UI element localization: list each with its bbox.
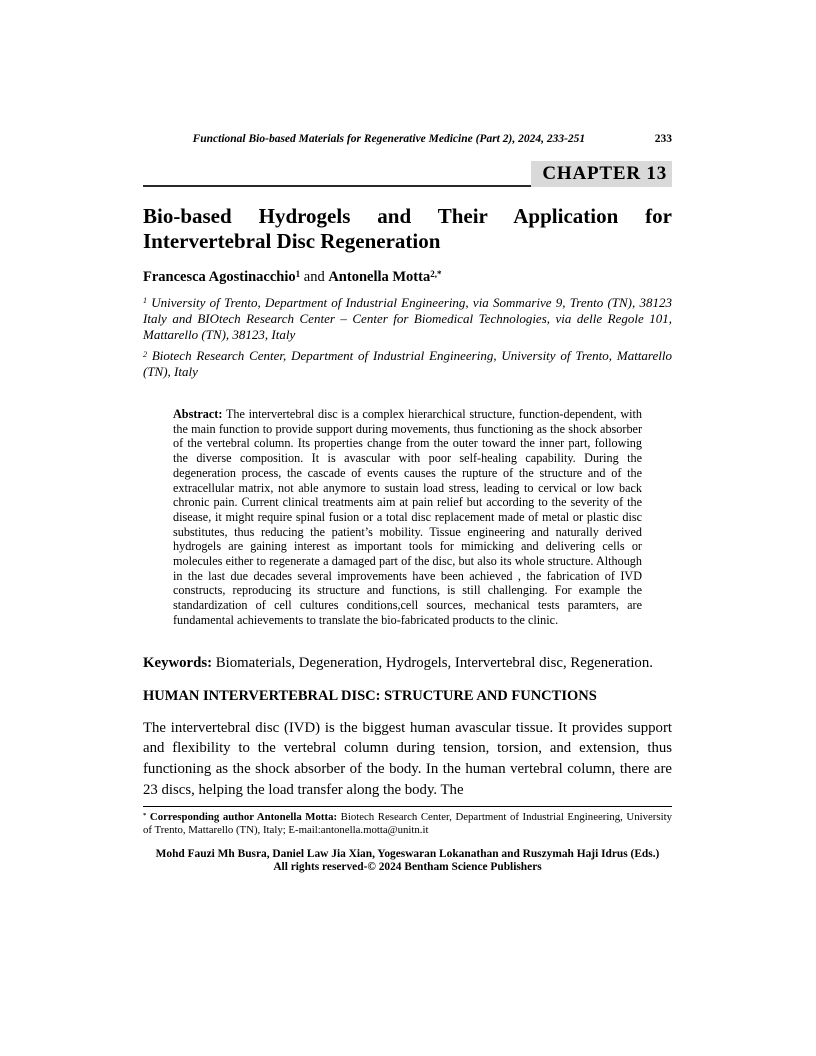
page-header	[143, 132, 672, 146]
chapter-rule	[143, 158, 672, 187]
running-title: Functional Bio-based Materials for Regenerative Medicine (Part 2), 2024, 233-251	[192, 133, 586, 145]
corresponding-author-footnote	[143, 811, 672, 836]
chapter-title: Bio-based Hydrogels and Their Application for Intervertebral Disc Regeneration	[143, 204, 672, 253]
editors-line: Mohd Fauzi Mh Busra, Daniel Law Jia Xian, Yogeswaran Lokanathan and Ruszymah Haji Idrus (Eds.)	[155, 848, 660, 861]
affiliation-1	[143, 295, 672, 342]
keywords-label: Keywords:	[143, 654, 213, 671]
author-1-affiliation-marker: 1	[295, 268, 301, 279]
footnote-label: Corresponding author Antonella Motta:	[149, 811, 338, 824]
affiliation-2-marker: 2	[143, 349, 148, 359]
footnote-text: Biotech Research Center, Department of Industrial Engineering, University of Trento, Mattarello (TN), Italy; E-mail:antonella.motta@unitn.it	[143, 811, 672, 836]
publisher-footer	[143, 848, 672, 874]
author-2: Antonella Motta	[328, 269, 431, 285]
section-heading: HUMAN INTERVERTEBRAL DISC: STRUCTURE AND FUNCTIONS	[143, 687, 597, 704]
authors-line	[143, 269, 672, 286]
authors-connector: and	[300, 269, 329, 285]
keywords-text: Biomaterials, Degeneration, Hydrogels, Intervertebral disc, Regeneration.	[215, 654, 653, 671]
footnote-marker: *	[143, 812, 147, 820]
keywords	[143, 654, 672, 673]
affiliation-1-marker: 1	[143, 296, 148, 306]
rights-line: All rights reserved-© 2024 Bentham Science Publishers	[273, 861, 542, 874]
abstract	[173, 407, 642, 628]
footnote-divider	[143, 806, 672, 807]
abstract-label: Abstract:	[173, 406, 223, 421]
affiliation-2	[143, 348, 672, 380]
affiliation-2-text: Biotech Research Center, Department of Industrial Engineering, University of Trento, Mattarello (TN), Italy	[143, 348, 672, 380]
author-2-affiliation-marker: 2,*	[430, 268, 442, 279]
abstract-text: The intervertebral disc is a complex hierarchical structure, function-dependent, with the main function to provide support during movements, thus functioning as the shock absorber of the vertebral column. Its properties change from the outer toward the inner part, following the diverse composition. It is avascular with poor self-healing capability. During the degeneration process, the cascade of events causes the rupture of the structure and of the extracellular matrix, not able anymore to sustain load stress, leading to cervical or low back chronic pain. Current clinical treatments aim at pain relief but according to the severity of the disease, it might require spinal fusion or a total disc replacement made of metal or plastic disc substitutes, thus reducing the patient’s mobility. Tissue engineering and naturally derived hydrogels are gaining interest as important tools for mimicking and delivering cells or molecules either to regenerate a damaged part of the disc, but also its whole structure. Although in the last due decades several improvements have been achieved , the fabrication of IVD constructs, reproducing its structure and functions, is still challenging. For example the standardization of cell cultures conditions,cell sources, mechanical tests paramters, are fundamental achievements to translate the bio-fabricated products to the clinic.	[173, 406, 643, 627]
page-number: 233	[654, 133, 672, 145]
body-paragraph: The intervertebral disc (IVD) is the biggest human avascular tissue. It provides support and flexibility to the vertebral column during tension, torsion, and extension, thus functioning as the shock absorber of the body. In the human vertebral column, there are 23 discs, helping the load transfer along the body. The	[143, 719, 672, 798]
affiliation-1-text: University of Trento, Department of Industrial Engineering, via Sommarive 9, Trento (TN), 38123 Italy and BIOtech Research Center – Center for Biomedical Technologies, via delle Regole 101, Mattarello (TN), 38123, Italy	[143, 295, 672, 342]
author-1: Francesca Agostinacchio	[143, 269, 296, 285]
chapter-badge: CHAPTER 13	[531, 161, 672, 187]
